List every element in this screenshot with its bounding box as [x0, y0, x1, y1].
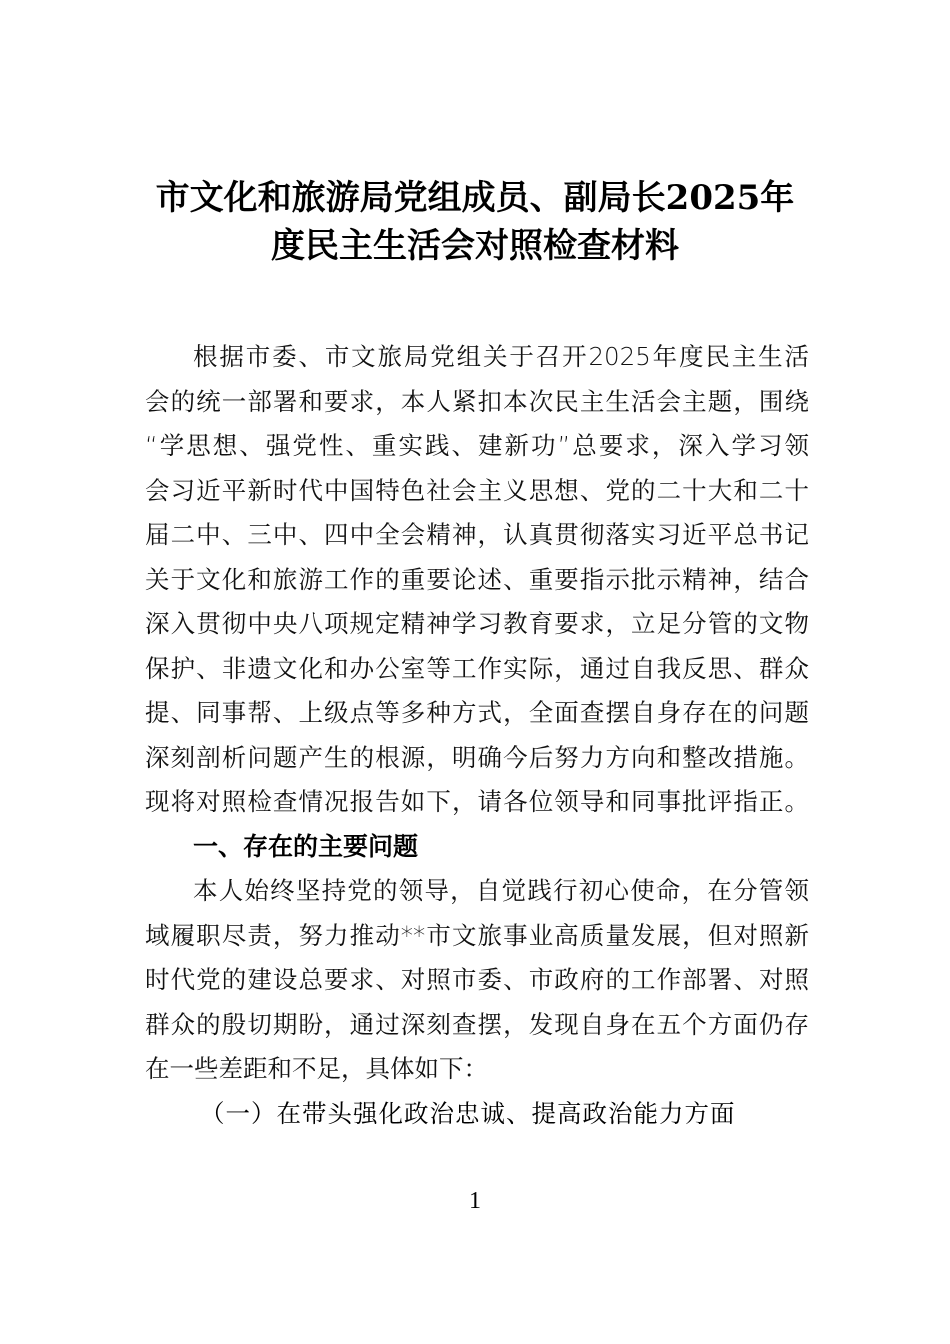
document-title-line-2: 度民主生活会对照检查材料 [271, 226, 679, 266]
page-number: 1 [469, 1188, 481, 1214]
paragraph-line: 关于文化和旅游工作的重要论述、重要指示批示精神，结合 [145, 565, 809, 594]
paragraph-line: 在一些差距和不足，具体如下： [145, 1054, 488, 1083]
paragraph-line: 现将对照检查情况报告如下，请各位领导和同事批评指正。 [145, 787, 809, 816]
paragraph-line: 会习近平新时代中国特色社会主义思想、党的二十大和二十 [145, 476, 809, 505]
paragraph-line: 保护、非遗文化和办公室等工作实际，通过自我反思、群众 [145, 654, 809, 683]
section-heading: 一、存在的主要问题 [193, 832, 419, 861]
paragraph-line: “学思想、强党性、重实践、建新功”总要求，深入学习领 [145, 431, 809, 460]
subsection-heading: （一）在带头强化政治忠诚、提高政治能力方面 [200, 1099, 736, 1128]
document-title-line-1: 市文化和旅游局党组成员、副局长2025年 [155, 178, 795, 218]
paragraph-line: 会的统一部署和要求，本人紧扣本次民主生活会主题，围绕 [145, 387, 809, 416]
paragraph-line: 深刻剖析问题产生的根源，明确今后努力方向和整改措施。 [145, 743, 809, 772]
paragraph-line: 提、同事帮、上级点等多种方式，全面查摆自身存在的问题 [145, 698, 809, 727]
paragraph-line: 群众的殷切期盼，通过深刻查摆，发现自身在五个方面仍存 [145, 1010, 809, 1039]
paragraph-line: 届二中、三中、四中全会精神，认真贯彻落实习近平总书记 [145, 520, 809, 549]
paragraph-line: 时代党的建设总要求、对照市委、市政府的工作部署、对照 [145, 965, 809, 994]
paragraph-line: 域履职尽责，努力推动**市文旅事业高质量发展，但对照新 [145, 921, 809, 950]
paragraph-line: 深入贯彻中央八项规定精神学习教育要求，立足分管的文物 [145, 609, 809, 638]
paragraph-line: 本人始终坚持党的领导，自觉践行初心使命，在分管领 [193, 876, 809, 905]
paragraph-line: 根据市委、市文旅局党组关于召开2025年度民主生活 [193, 342, 809, 371]
